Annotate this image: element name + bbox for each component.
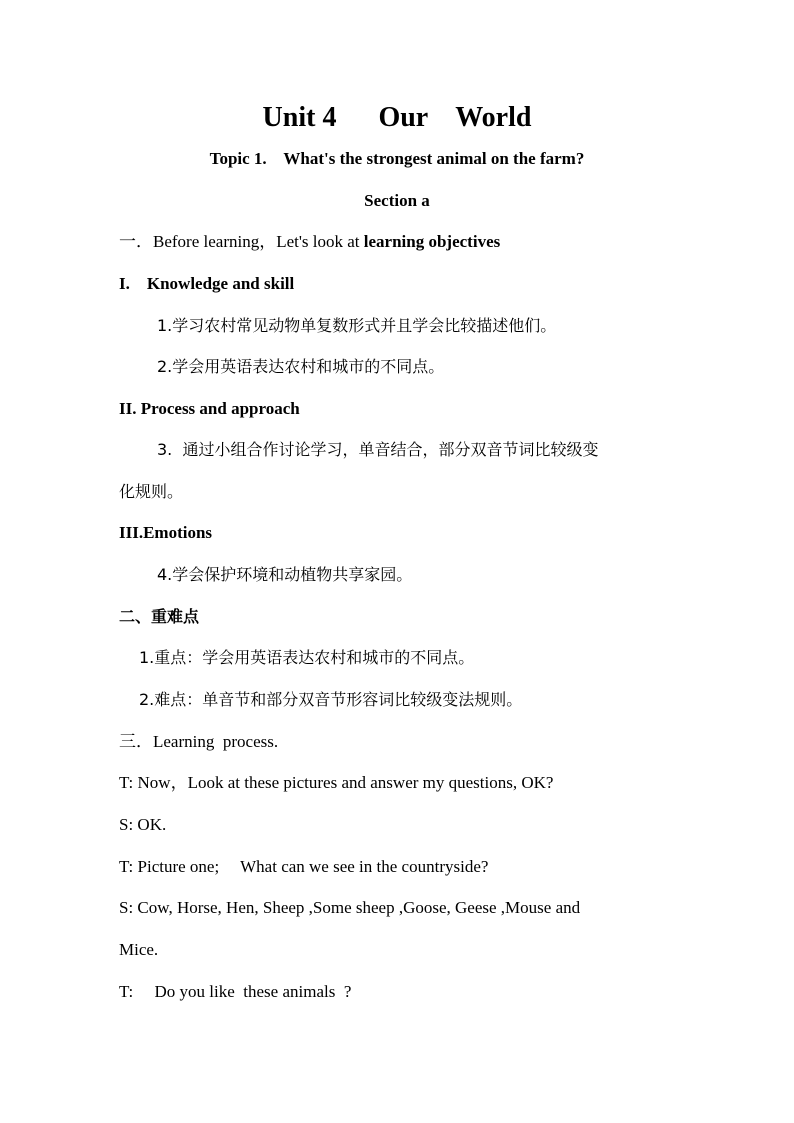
objective-item-3-line-2: 化规则。 — [119, 482, 184, 501]
dialogue-line: T: Do you like these animals ? — [119, 982, 352, 1001]
objectives-heading — [119, 231, 500, 253]
key-points-heading: 二、重难点 — [119, 607, 200, 626]
objectives-heading-prefix: 一．Before learning，Let's look at — [119, 232, 364, 251]
knowledge-heading: I. Knowledge and skill — [119, 274, 295, 293]
learning-process-heading: 三．Learning process. — [119, 732, 279, 751]
unit-title: Unit 4 Our World — [262, 102, 532, 133]
dialogue-line: T: Picture one; What can we see in the countryside? — [119, 857, 489, 876]
process-heading: II. Process and approach — [119, 399, 300, 418]
key-point-1: 1.重点：学会用英语表达农村和城市的不同点。 — [139, 648, 475, 667]
dialogue-line: Mice. — [119, 940, 159, 959]
dialogue-line: S: Cow, Horse, Hen, Sheep ,Some sheep ,Goose, Geese ,Mouse and — [119, 898, 581, 917]
objective-item-3-line-1: 3. 通过小组合作讨论学习，单音结合，部分双音节词比较级变 — [157, 440, 599, 459]
objectives-heading-bold: learning objectives — [363, 232, 501, 251]
emotions-heading: III.Emotions — [119, 523, 213, 542]
topic-title: Topic 1. What's the strongest animal on the farm? — [209, 149, 585, 168]
key-point-2: 2.难点：单音节和部分双音节形容词比较级变法规则。 — [139, 690, 523, 709]
dialogue-line: T: Now，Look at these pictures and answer my questions, OK? — [119, 773, 554, 792]
section-title: Section a — [364, 191, 430, 210]
dialogue-line: S: OK. — [119, 815, 167, 834]
objective-item-1: 1.学习农村常见动物单复数形式并且学会比较描述他们。 — [157, 316, 557, 335]
objective-item-4: 4.学会保护环境和动植物共享家园。 — [157, 565, 413, 584]
objective-item-2: 2.学会用英语表达农村和城市的不同点。 — [157, 357, 445, 376]
